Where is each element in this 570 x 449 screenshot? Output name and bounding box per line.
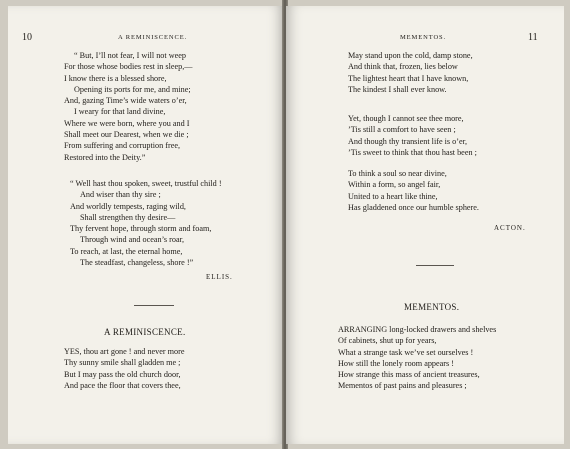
right-page — [286, 6, 564, 444]
poem-line: Thy sunny smile shall gladden me ; — [64, 358, 181, 368]
poem-line: And though thy transient life is o’er, — [348, 136, 468, 146]
poem-line: And worldly tempests, raging wild, — [70, 201, 186, 211]
poem-line: The lightest heart that I have known, — [348, 73, 469, 83]
poem-line: And wiser than thy sire ; — [80, 190, 161, 200]
poem-line: From suffering and corruption free, — [64, 141, 181, 151]
poem-line: May stand upon the cold, damp stone, — [348, 51, 473, 60]
poem-line: I know there is a blessed shore, — [64, 73, 167, 83]
poem-line: ARRANGING long-locked drawers and shelves — [338, 325, 497, 334]
poem-line: Thy fervent hope, through storm and foam, — [70, 224, 212, 234]
poem-title: MEMENTOS. — [404, 302, 460, 312]
poem-line: The kindest I shall ever know. — [348, 84, 447, 94]
left-page — [8, 6, 284, 444]
stanza — [348, 113, 477, 158]
poem-line: Opening its ports for me, and mine; — [74, 84, 191, 94]
poem-line: Through wind and ocean’s roar, — [80, 235, 185, 245]
poem-line: United to a heart like thine, — [348, 191, 438, 201]
stanza — [64, 346, 185, 391]
poem-line: What a strange task we’ve set ourselves ! — [338, 347, 474, 357]
poem-line: Mementos of past pains and pleasures ; — [338, 381, 467, 391]
poem-line: Where we were born, where you and I — [64, 118, 190, 128]
stanza — [64, 50, 192, 163]
poem-line: How strange this mass of ancient treasures, — [338, 370, 480, 380]
poem-line: Within a form, so angel fair, — [348, 180, 441, 190]
running-head: MEMENTOS. — [400, 34, 447, 41]
poem-line: Shall meet our Dearest, when we die ; — [64, 130, 189, 140]
poem-line: How still the lonely room appears ! — [338, 358, 454, 368]
poem-line: To reach, at last, the eternal home, — [70, 246, 183, 256]
poem-line: ’Tis still a comfort to have seen ; — [348, 125, 456, 135]
stanza — [348, 50, 473, 95]
poem-author: ELLIS. — [206, 273, 233, 281]
poem-line: Yet, though I cannot see thee more, — [348, 114, 464, 123]
poem-line: Of cabinets, shut up for years, — [338, 336, 437, 346]
poem-line: But I may pass the old church door, — [64, 369, 181, 379]
poem-line: To think a soul so near divine, — [348, 169, 447, 178]
poem-line: YES, thou art gone ! and never more — [64, 347, 185, 356]
poem-line: I weary for that land divine, — [74, 107, 166, 117]
poem-line: “ Well hast thou spoken, sweet, trustful child ! — [70, 179, 222, 188]
page-number: 11 — [528, 32, 538, 43]
poem-line: ’Tis sweet to think that thou hast been ; — [348, 147, 477, 157]
poem-line: And, gazing Time’s wide waters o’er, — [64, 96, 187, 106]
poem-line: Has gladdened once our humble sphere. — [348, 202, 479, 212]
section-divider — [416, 265, 454, 266]
poem-line: “ But, I’ll not fear, I will not weep — [74, 51, 186, 60]
running-head: A REMINISCENCE. — [118, 34, 188, 41]
poem-line: And think that, frozen, lies below — [348, 62, 458, 72]
stanza — [70, 178, 222, 268]
poem-line: Restored into the Deity.” — [64, 152, 146, 162]
poem-author: ACTON. — [494, 224, 526, 232]
page-number: 10 — [22, 32, 32, 43]
poem-title: A REMINISCENCE. — [104, 327, 186, 337]
poem-line: The steadfast, changeless, shore !” — [80, 258, 194, 268]
stanza — [348, 168, 479, 213]
stanza — [338, 324, 496, 392]
poem-line: For those whose bodies rest in sleep,— — [64, 62, 193, 72]
section-divider — [134, 305, 174, 306]
poem-line: And pace the floor that covers thee, — [64, 380, 181, 390]
poem-line: Shall strengthen thy desire— — [80, 212, 176, 222]
